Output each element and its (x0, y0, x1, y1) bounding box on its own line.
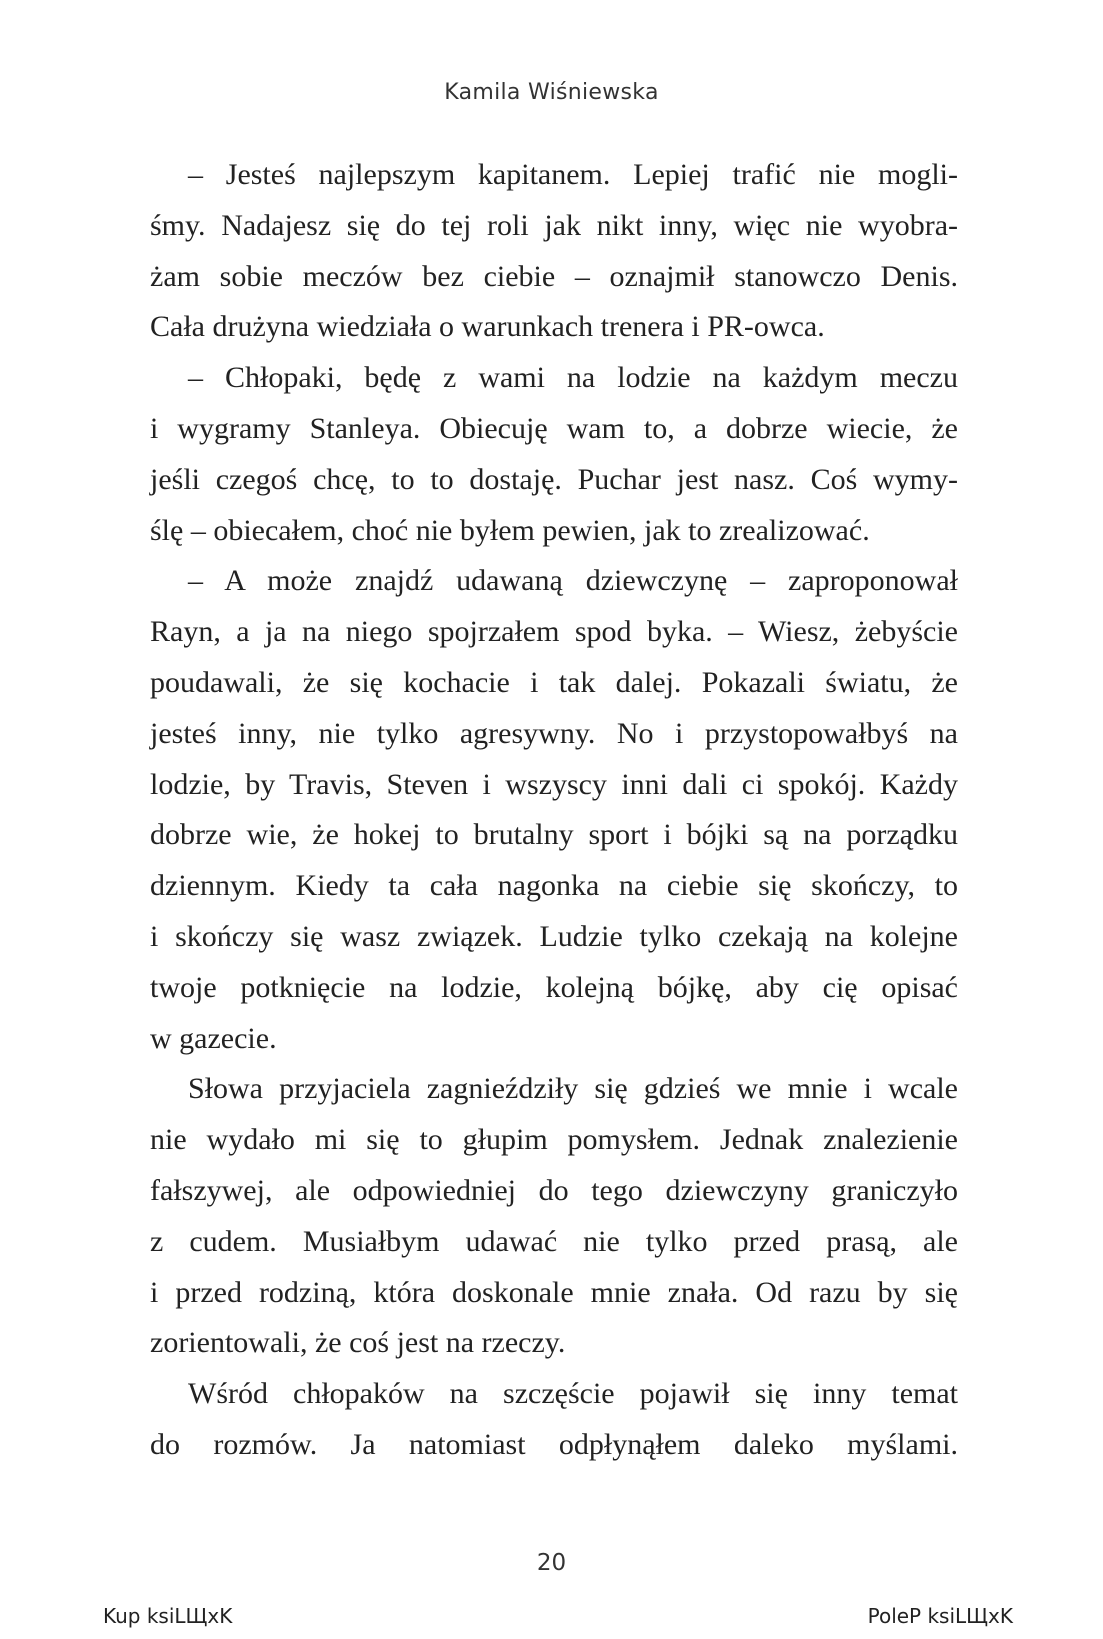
running-head-author: Kamila Wiśniewska (444, 80, 659, 105)
text-line: lodzie, by Travis, Steven i wszyscy inni dali ci spokój. Każdy (150, 767, 958, 801)
text-line: Słowa przyjaciela zagnieździły się gdzieś we mnie i wcale (188, 1072, 958, 1106)
text-line: w gazecie. (150, 1021, 277, 1055)
text-line: twoje potknięcie na lodzie, kolejną bójkę, aby cię opisać (150, 970, 958, 1004)
text-line: – Jesteś najlepszym kapitanem. Lepiej trafić nie mogli- (188, 158, 958, 191)
text-line: i przed rodziną, która doskonale mnie znała. Od razu by się (150, 1275, 958, 1309)
text-line: do rozmów. Ja natomiast odpłynąłem daleko myślami. (150, 1427, 958, 1461)
page-number: 20 (536, 1550, 567, 1576)
buy-book-link[interactable]: Kup ksiLЩxK (103, 1604, 233, 1628)
text-line: Rayn, a ja na niego spojrzałem spod byka. – Wiesz, żebyście (150, 615, 958, 649)
text-line: ślę – obiecałem, choć nie byłem pewien, jak to zrealizować. (150, 513, 870, 547)
text-line: śmy. Nadajesz się do tej roli jak nikt inny, więc nie wyobra- (150, 208, 958, 242)
text-line: i skończy się wasz związek. Ludzie tylko czekają na kolejne (150, 919, 958, 953)
text-line: Cała drużyna wiedziała o warunkach trenera i PR-owca. (150, 310, 825, 344)
text-line: z cudem. Musiałbym udawać nie tylko przed prasą, ale (150, 1224, 958, 1258)
text-line: dziennym. Kiedy ta cała nagonka na ciebie się skończy, to (150, 869, 958, 903)
text-line: – A może znajdź udawaną dziewczynę – zaproponował (188, 564, 958, 598)
text-line: dobrze wie, że hokej to brutalny sport i bójki są na porządku (150, 818, 958, 852)
text-line: żam sobie meczów bez ciebie – oznajmił stanowczo Denis. (150, 259, 958, 293)
recommend-book-link[interactable]: PoleP ksiLЩxK (867, 1604, 1013, 1628)
text-line: jeśli czegoś chcę, to to dostaję. Puchar jest nasz. Coś wymy- (150, 462, 958, 496)
text-line: zorientowali, że coś jest na rzeczy. (150, 1326, 566, 1360)
text-line: – Chłopaki, będę z wami na lodzie na każdym meczu (188, 361, 958, 395)
text-line: jesteś inny, nie tylko agresywny. No i przystopowałbyś na (150, 716, 958, 750)
text-line: fałszywej, ale odpowiedniej do tego dziewczyny graniczyło (150, 1173, 958, 1207)
text-line: poudawali, że się kochacie i tak dalej. Pokazali światu, że (150, 665, 958, 699)
text-line: i wygramy Stanleya. Obiecuję wam to, a dobrze wiecie, że (150, 411, 958, 445)
text-line: Wśród chłopaków na szczęście pojawił się inny temat (188, 1377, 958, 1411)
text-line: nie wydało mi się to głupim pomysłem. Jednak znalezienie (150, 1123, 958, 1157)
body-text (150, 150, 958, 1471)
